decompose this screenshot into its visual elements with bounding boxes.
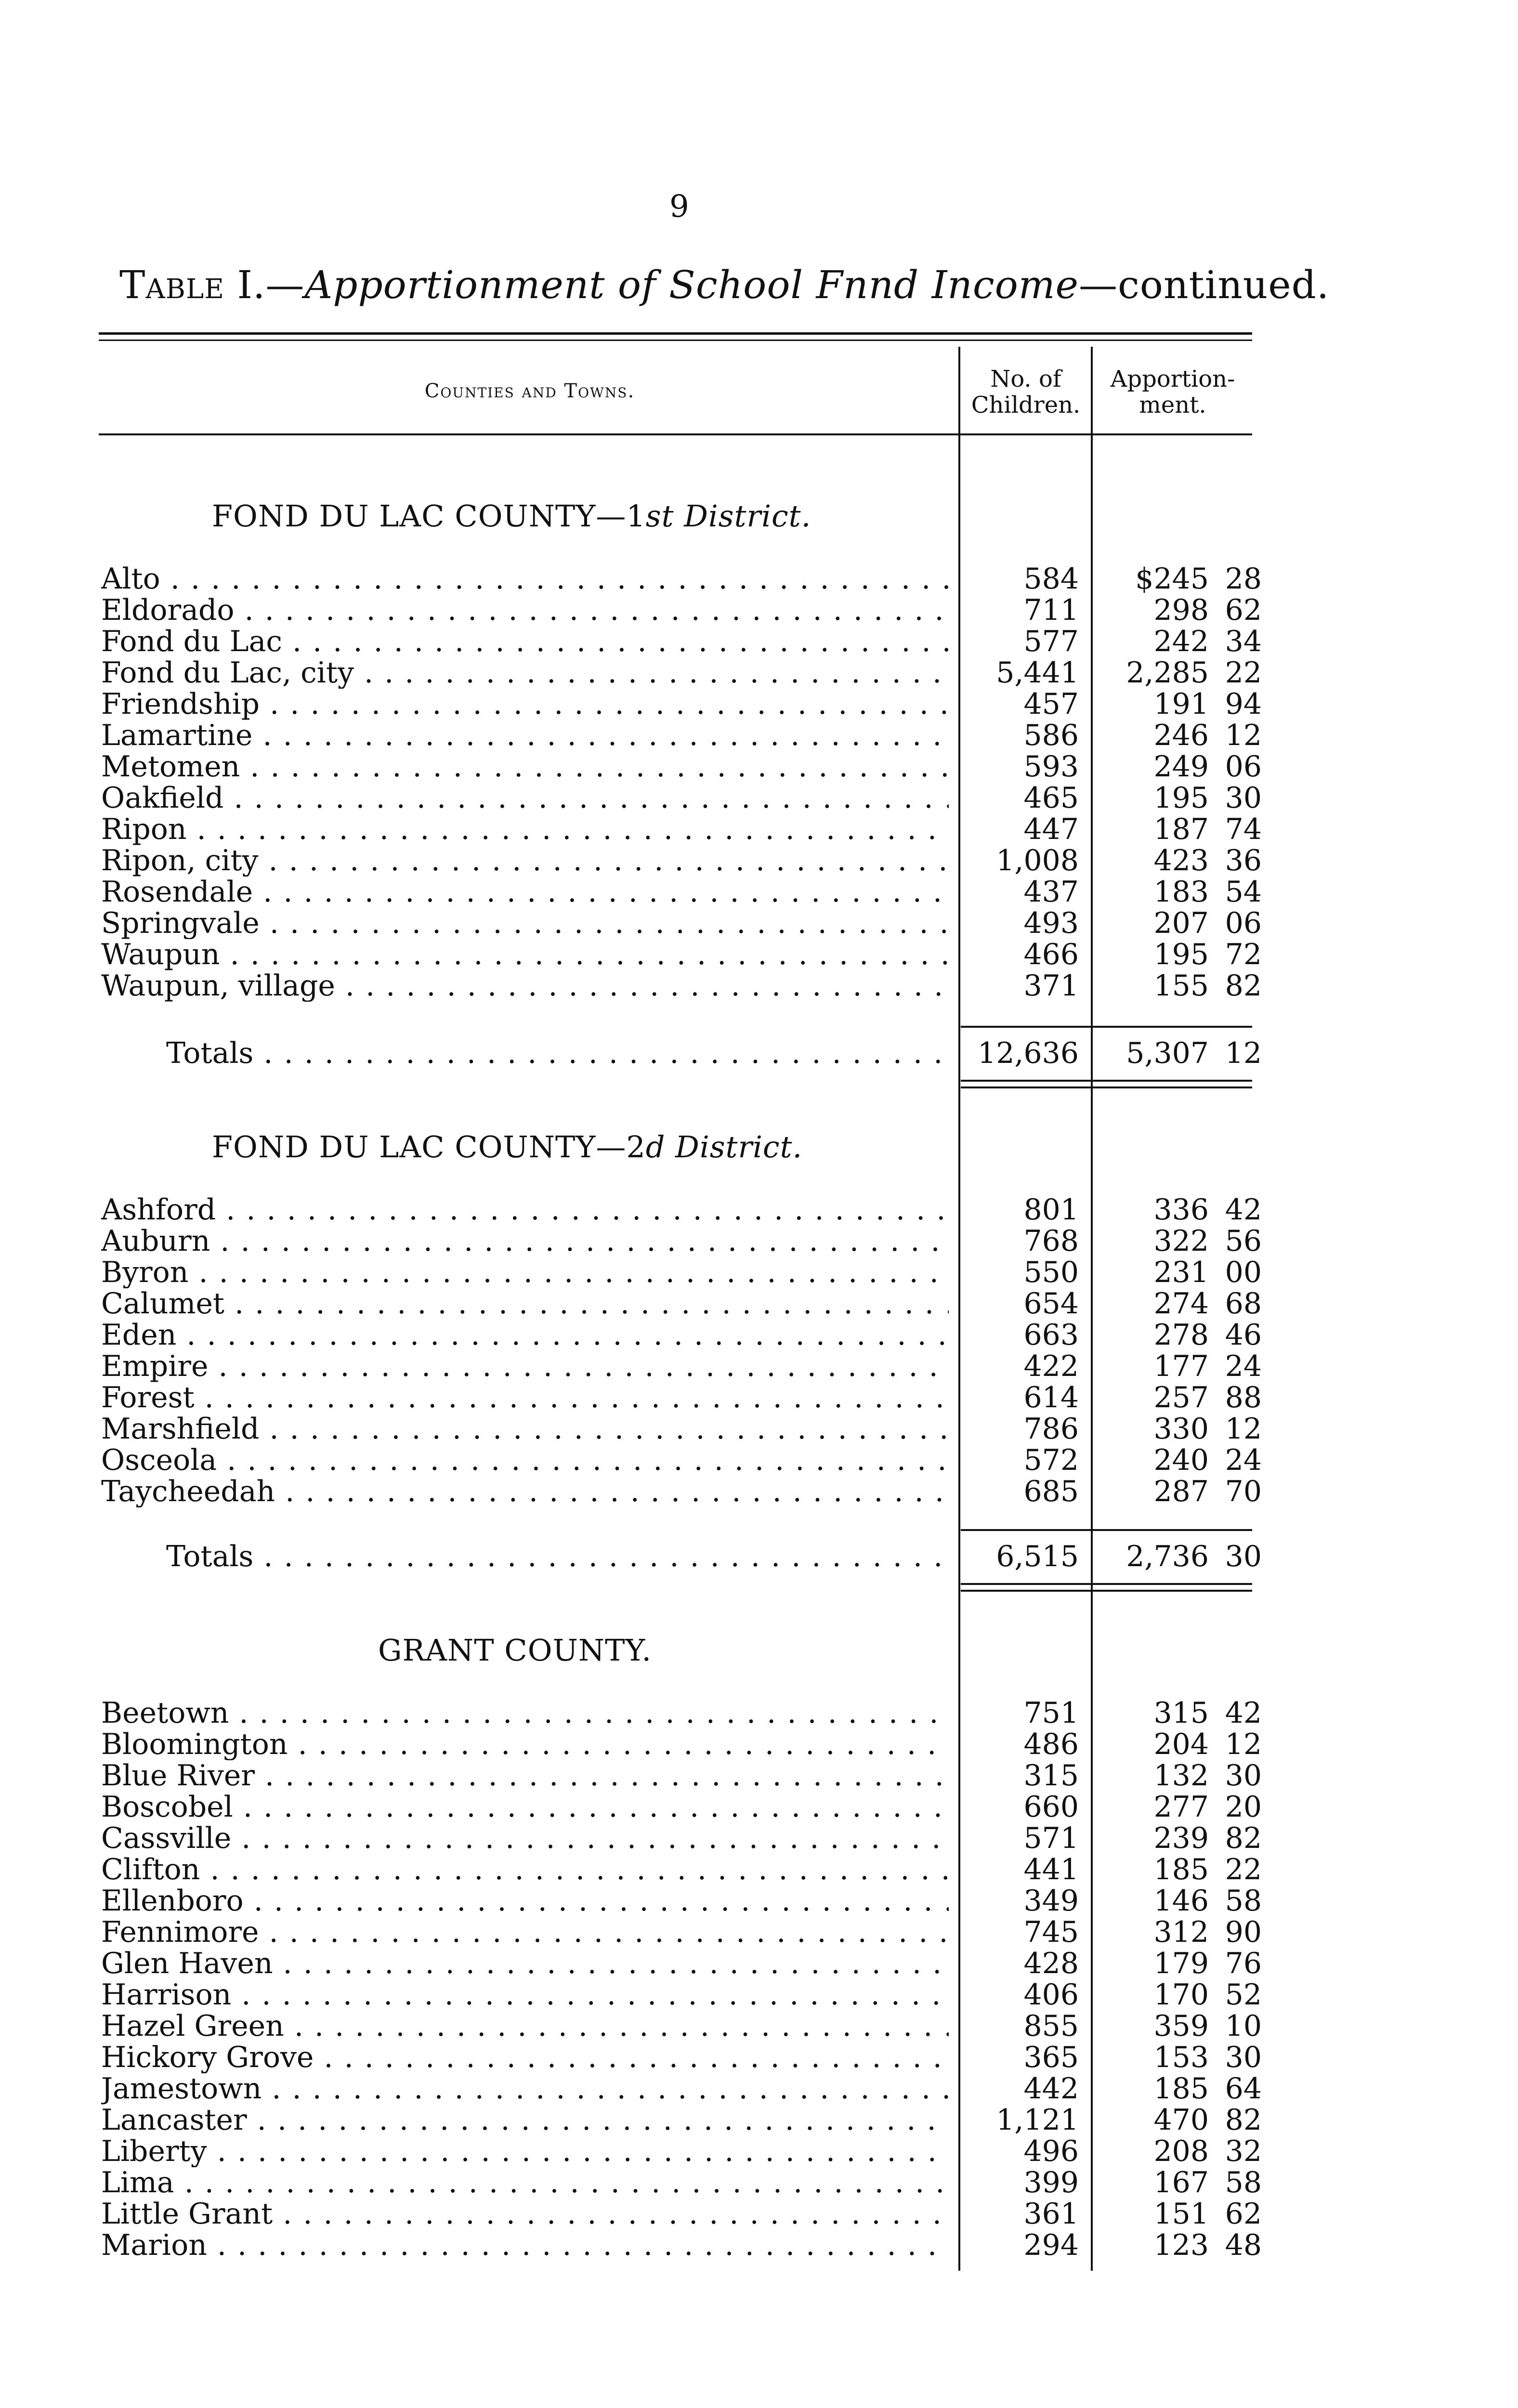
- apportionment-dollars: 315: [1153, 1696, 1209, 1730]
- town-name: Forest . . .: [101, 1382, 949, 1413]
- town-name: Friendship . . .: [101, 689, 949, 720]
- apportionment-dollars: 208: [1153, 2134, 1209, 2168]
- apportionment-cents: 90: [1225, 1915, 1262, 1949]
- apportionment-cents: 12: [1225, 1412, 1262, 1446]
- table-row: [0, 1979, 1518, 2011]
- town-name: Auburn . . .: [101, 1226, 949, 1257]
- children-count: 365: [1023, 2041, 1079, 2074]
- apportionment-cents: 48: [1225, 2228, 1262, 2262]
- apportionment-cents: 20: [1225, 1790, 1262, 1824]
- town-name: Hazel Green . . .: [101, 2011, 949, 2042]
- children-count: 361: [1023, 2197, 1079, 2231]
- apportionment-dollars: 179: [1153, 1947, 1209, 1980]
- children-count: 493: [1023, 906, 1079, 940]
- table-row: [0, 563, 1518, 595]
- section-title-main: GRANT COUNTY.: [378, 1633, 652, 1668]
- apportionment-dollars: 153: [1153, 2041, 1209, 2074]
- children-count: 711: [1023, 593, 1079, 627]
- top-double-rule-2: [99, 340, 1252, 341]
- apportionment-cents: 64: [1225, 2072, 1262, 2106]
- apportionment-dollars: 239: [1153, 1821, 1209, 1855]
- totals-double-rule-2: [961, 1086, 1252, 1088]
- table-row: [0, 626, 1518, 657]
- apportionment-cents: 32: [1225, 2134, 1262, 2168]
- town-name: Fennimore . . .: [101, 1917, 949, 1948]
- children-count: 654: [1023, 1287, 1079, 1321]
- children-count: 577: [1023, 625, 1079, 658]
- header-apportionment: [1093, 366, 1252, 418]
- totals-top-rule: [961, 1026, 1252, 1028]
- town-name: Liberty . . .: [101, 2136, 949, 2167]
- children-count: 486: [1023, 1727, 1079, 1761]
- title-italic: Apportionment of School Fnnd Income: [304, 262, 1079, 307]
- town-name: Alto . . .: [101, 563, 949, 595]
- apportionment-dollars: 298: [1153, 593, 1209, 627]
- total-children: 12,636: [978, 1036, 1079, 1070]
- apportionment-cents: 36: [1225, 844, 1262, 877]
- section-title-fond-du-lac-2d: [212, 1129, 802, 1165]
- children-count: 663: [1023, 1318, 1079, 1352]
- totals-row: [0, 1038, 1518, 1069]
- town-name: Blue River . . .: [101, 1760, 949, 1792]
- apportionment-dollars: $245: [1135, 562, 1209, 596]
- table-row: [0, 689, 1518, 720]
- town-name: Fond du Lac, city . . .: [101, 657, 949, 689]
- table-row: [0, 1729, 1518, 1760]
- table-row: [0, 2105, 1518, 2136]
- section-title-main: FOND DU LAC COUNTY—2: [212, 1129, 646, 1165]
- apportionment-cents: 24: [1225, 1443, 1262, 1477]
- table-row: [0, 1445, 1518, 1476]
- apportionment-cents: 62: [1225, 593, 1262, 627]
- children-count: 768: [1023, 1224, 1079, 1258]
- town-name: Marion . . .: [101, 2230, 949, 2261]
- table-row: [0, 1476, 1518, 1507]
- town-name: Ashford . . .: [101, 1194, 949, 1226]
- children-count: 786: [1023, 1412, 1079, 1446]
- apportionment-cents: 68: [1225, 1287, 1262, 1321]
- table-row: [0, 2230, 1518, 2261]
- town-name: Glen Haven . . .: [101, 1948, 949, 1979]
- apportionment-dollars: 423: [1153, 844, 1209, 877]
- children-count: 428: [1023, 1947, 1079, 1980]
- town-name: Cassville . . .: [101, 1823, 949, 1854]
- children-count: 855: [1023, 2009, 1079, 2043]
- apportionment-dollars: 195: [1153, 938, 1209, 971]
- apportionment-dollars: 240: [1153, 1443, 1209, 1477]
- apportionment-cents: 58: [1225, 1884, 1262, 1918]
- header-apportionment-line-2: ment.: [1139, 392, 1206, 419]
- apportionment-dollars: 242: [1153, 625, 1209, 658]
- table-row: [0, 2073, 1518, 2105]
- town-name: Waupun . . .: [101, 939, 949, 970]
- children-count: 447: [1023, 812, 1079, 846]
- table-row: [0, 1698, 1518, 1729]
- total-dollars: 2,736: [1126, 1540, 1209, 1573]
- children-count: 315: [1023, 1759, 1079, 1793]
- apportionment-dollars: 257: [1153, 1381, 1209, 1414]
- header-counties-towns: Counties and Towns.: [424, 380, 635, 402]
- children-count: 371: [1023, 969, 1079, 1003]
- apportionment-dollars: 359: [1153, 2009, 1209, 2043]
- header-children-line-2: Children.: [971, 392, 1081, 419]
- town-name: Jamestown . . .: [101, 2073, 949, 2105]
- apportionment-dollars: 123: [1153, 2228, 1209, 2262]
- apportionment-cents: 88: [1225, 1381, 1262, 1414]
- apportionment-cents: 76: [1225, 1947, 1262, 1980]
- children-count: 5,441: [996, 656, 1079, 690]
- children-count: 465: [1023, 781, 1079, 815]
- apportionment-cents: 52: [1225, 1978, 1262, 2012]
- town-name: Taycheedah . . .: [101, 1476, 949, 1507]
- town-name: Clifton . . .: [101, 1854, 949, 1885]
- apportionment-dollars: 277: [1153, 1790, 1209, 1824]
- apportionment-cents: 06: [1225, 750, 1262, 784]
- section-title-main: FOND DU LAC COUNTY—1: [212, 498, 646, 534]
- apportionment-dollars: 274: [1153, 1287, 1209, 1321]
- table-row: [0, 1760, 1518, 1792]
- header-children-line-1: No. of: [990, 366, 1061, 393]
- town-name: Harrison . . .: [101, 1979, 949, 2011]
- children-count: 457: [1023, 687, 1079, 721]
- table-row: [0, 845, 1518, 877]
- table-row: [0, 2167, 1518, 2199]
- apportionment-cents: 30: [1225, 781, 1262, 815]
- town-name: Ripon . . .: [101, 814, 949, 845]
- children-count: 466: [1023, 938, 1079, 971]
- apportionment-cents: 56: [1225, 1224, 1262, 1258]
- town-name: Waupun, village . . .: [101, 970, 949, 1002]
- apportionment-dollars: 336: [1153, 1193, 1209, 1227]
- apportionment-cents: 82: [1225, 2103, 1262, 2137]
- apportionment-dollars: 155: [1153, 969, 1209, 1003]
- children-count: 593: [1023, 750, 1079, 784]
- table-row: [0, 2199, 1518, 2230]
- apportionment-dollars: 2,285: [1126, 656, 1209, 690]
- header-no-of-children: [961, 366, 1091, 418]
- apportionment-dollars: 185: [1153, 1853, 1209, 1886]
- table-row: [0, 1257, 1518, 1288]
- children-count: 584: [1023, 562, 1079, 596]
- table-row: [0, 1792, 1518, 1823]
- town-name: Springvale . . .: [101, 908, 949, 939]
- children-count: 437: [1023, 875, 1079, 909]
- children-count: 586: [1023, 719, 1079, 752]
- town-name: Eldorado . . .: [101, 595, 949, 626]
- apportionment-dollars: 322: [1153, 1224, 1209, 1258]
- children-count: 422: [1023, 1349, 1079, 1383]
- table-row: [0, 1917, 1518, 1948]
- town-name: Lancaster . . .: [101, 2105, 949, 2136]
- table-row: [0, 908, 1518, 939]
- apportionment-dollars: 177: [1153, 1349, 1209, 1383]
- table-row: [0, 1885, 1518, 1917]
- children-count: 550: [1023, 1256, 1079, 1289]
- children-count: 1,008: [996, 844, 1079, 877]
- apportionment-dollars: 231: [1153, 1256, 1209, 1289]
- apportionment-cents: 06: [1225, 906, 1262, 940]
- apportionment-cents: 30: [1225, 2041, 1262, 2074]
- apportionment-cents: 82: [1225, 1821, 1262, 1855]
- section-title-fond-du-lac-1st: [212, 498, 811, 534]
- town-name: Beetown . . .: [101, 1698, 949, 1729]
- apportionment-cents: 12: [1225, 1727, 1262, 1761]
- apportionment-dollars: 132: [1153, 1759, 1209, 1793]
- children-count: 801: [1023, 1193, 1079, 1227]
- table-row: [0, 1226, 1518, 1257]
- apportionment-cents: 62: [1225, 2197, 1262, 2231]
- children-count: 685: [1023, 1475, 1079, 1508]
- town-name: Bloomington . . .: [101, 1729, 949, 1760]
- table-row: [0, 2136, 1518, 2167]
- apportionment-dollars: 287: [1153, 1475, 1209, 1508]
- children-count: 1,121: [996, 2103, 1079, 2137]
- apportionment-dollars: 191: [1153, 687, 1209, 721]
- totals-row: [0, 1541, 1518, 1572]
- apportionment-cents: 22: [1225, 656, 1262, 690]
- table-row: [0, 1382, 1518, 1413]
- header-apportionment-line-1: Apportion-: [1110, 366, 1235, 393]
- children-count: 496: [1023, 2134, 1079, 2168]
- table-row: [0, 783, 1518, 814]
- children-count: 745: [1023, 1915, 1079, 1949]
- town-name: Byron . . .: [101, 1257, 949, 1288]
- apportionment-cents: 70: [1225, 1475, 1262, 1508]
- totals-double-rule-2: [961, 1590, 1252, 1592]
- apportionment-dollars: 470: [1153, 2103, 1209, 2137]
- totals-label: Totals . . .: [166, 1541, 949, 1572]
- apportionment-dollars: 312: [1153, 1915, 1209, 1949]
- apportionment-dollars: 207: [1153, 906, 1209, 940]
- children-count: 751: [1023, 1696, 1079, 1730]
- totals-top-rule: [961, 1529, 1252, 1531]
- table-row: [0, 1320, 1518, 1351]
- apportionment-dollars: 195: [1153, 781, 1209, 815]
- apportionment-cents: 42: [1225, 1193, 1262, 1227]
- town-name: Little Grant . . .: [101, 2199, 949, 2230]
- apportionment-dollars: 185: [1153, 2072, 1209, 2106]
- town-name: Boscobel . . .: [101, 1792, 949, 1823]
- town-name: Rosendale . . .: [101, 877, 949, 908]
- town-name: Osceola . . .: [101, 1445, 949, 1476]
- town-name: Metomen . . .: [101, 751, 949, 783]
- table-row: [0, 720, 1518, 751]
- town-name: Empire . . .: [101, 1351, 949, 1382]
- apportionment-cents: 74: [1225, 812, 1262, 846]
- town-name: Oakfield . . .: [101, 783, 949, 814]
- apportionment-cents: 10: [1225, 2009, 1262, 2043]
- town-name: Marshfield . . .: [101, 1413, 949, 1445]
- apportionment-cents: 12: [1225, 719, 1262, 752]
- apportionment-dollars: 278: [1153, 1318, 1209, 1352]
- table-row: [0, 814, 1518, 845]
- apportionment-dollars: 187: [1153, 812, 1209, 846]
- table-row: [0, 1194, 1518, 1226]
- apportionment-cents: 24: [1225, 1349, 1262, 1383]
- title-dash: —: [265, 262, 305, 307]
- total-dollars: 5,307: [1126, 1036, 1209, 1070]
- apportionment-dollars: 246: [1153, 719, 1209, 752]
- table-title: [119, 262, 1329, 307]
- table-row: [0, 1351, 1518, 1382]
- section-title-grant-county: [378, 1633, 652, 1668]
- top-double-rule-1: [99, 332, 1252, 335]
- apportionment-cents: 54: [1225, 875, 1262, 909]
- table-row: [0, 877, 1518, 908]
- apportionment-cents: 34: [1225, 625, 1262, 658]
- title-suffix: —continued.: [1078, 262, 1330, 307]
- apportionment-cents: 72: [1225, 938, 1262, 971]
- town-name: Lima . . .: [101, 2167, 949, 2199]
- total-cents: 12: [1225, 1036, 1262, 1070]
- apportionment-cents: 46: [1225, 1318, 1262, 1352]
- children-count: 660: [1023, 1790, 1079, 1824]
- town-name: Eden . . .: [101, 1320, 949, 1351]
- totals-double-rule-1: [961, 1583, 1252, 1585]
- table-row: [0, 751, 1518, 783]
- town-name: Lamartine . . .: [101, 720, 949, 751]
- children-count: 572: [1023, 1443, 1079, 1477]
- apportionment-dollars: 249: [1153, 750, 1209, 784]
- children-count: 349: [1023, 1884, 1079, 1918]
- table-row: [0, 595, 1518, 626]
- town-name: Ripon, city . . .: [101, 845, 949, 877]
- section-title-italic: d District.: [645, 1129, 803, 1165]
- children-count: 571: [1023, 1821, 1079, 1855]
- total-children: 6,515: [996, 1540, 1079, 1573]
- page-number: 9: [669, 189, 689, 224]
- apportionment-dollars: 167: [1153, 2166, 1209, 2199]
- table-row: [0, 2011, 1518, 2042]
- table-row: [0, 1413, 1518, 1445]
- apportionment-dollars: 330: [1153, 1412, 1209, 1446]
- apportionment-cents: 30: [1225, 1759, 1262, 1793]
- table-label: Table I.: [119, 262, 266, 307]
- apportionment-cents: 28: [1225, 562, 1262, 596]
- apportionment-cents: 82: [1225, 969, 1262, 1003]
- town-name: Ellenboro . . .: [101, 1885, 949, 1917]
- table-row: [0, 2042, 1518, 2073]
- table-row: [0, 1823, 1518, 1854]
- apportionment-cents: 94: [1225, 687, 1262, 721]
- table-row: [0, 657, 1518, 689]
- town-name: Calumet . . .: [101, 1288, 949, 1320]
- table-row: [0, 1948, 1518, 1979]
- apportionment-cents: 42: [1225, 1696, 1262, 1730]
- children-count: 399: [1023, 2166, 1079, 2199]
- table-row: [0, 970, 1518, 1002]
- town-name: Fond du Lac . . .: [101, 626, 949, 657]
- children-count: 442: [1023, 2072, 1079, 2106]
- section-title-italic: st District.: [645, 498, 811, 534]
- apportionment-dollars: 151: [1153, 2197, 1209, 2231]
- table-row: [0, 1854, 1518, 1885]
- town-name: Hickory Grove . . .: [101, 2042, 949, 2073]
- children-count: 614: [1023, 1381, 1079, 1414]
- apportionment-dollars: 146: [1153, 1884, 1209, 1918]
- table-row: [0, 939, 1518, 970]
- children-count: 441: [1023, 1853, 1079, 1886]
- apportionment-dollars: 183: [1153, 875, 1209, 909]
- children-count: 294: [1023, 2228, 1079, 2262]
- children-count: 406: [1023, 1978, 1079, 2012]
- header-bottom-rule: [99, 433, 1252, 435]
- apportionment-dollars: 170: [1153, 1978, 1209, 2012]
- table-row: [0, 1288, 1518, 1320]
- totals-label: Totals . . .: [166, 1038, 949, 1069]
- apportionment-cents: 00: [1225, 1256, 1262, 1289]
- apportionment-cents: 58: [1225, 2166, 1262, 2199]
- apportionment-cents: 22: [1225, 1853, 1262, 1886]
- total-cents: 30: [1225, 1540, 1262, 1573]
- totals-double-rule-1: [961, 1080, 1252, 1082]
- apportionment-dollars: 204: [1153, 1727, 1209, 1761]
